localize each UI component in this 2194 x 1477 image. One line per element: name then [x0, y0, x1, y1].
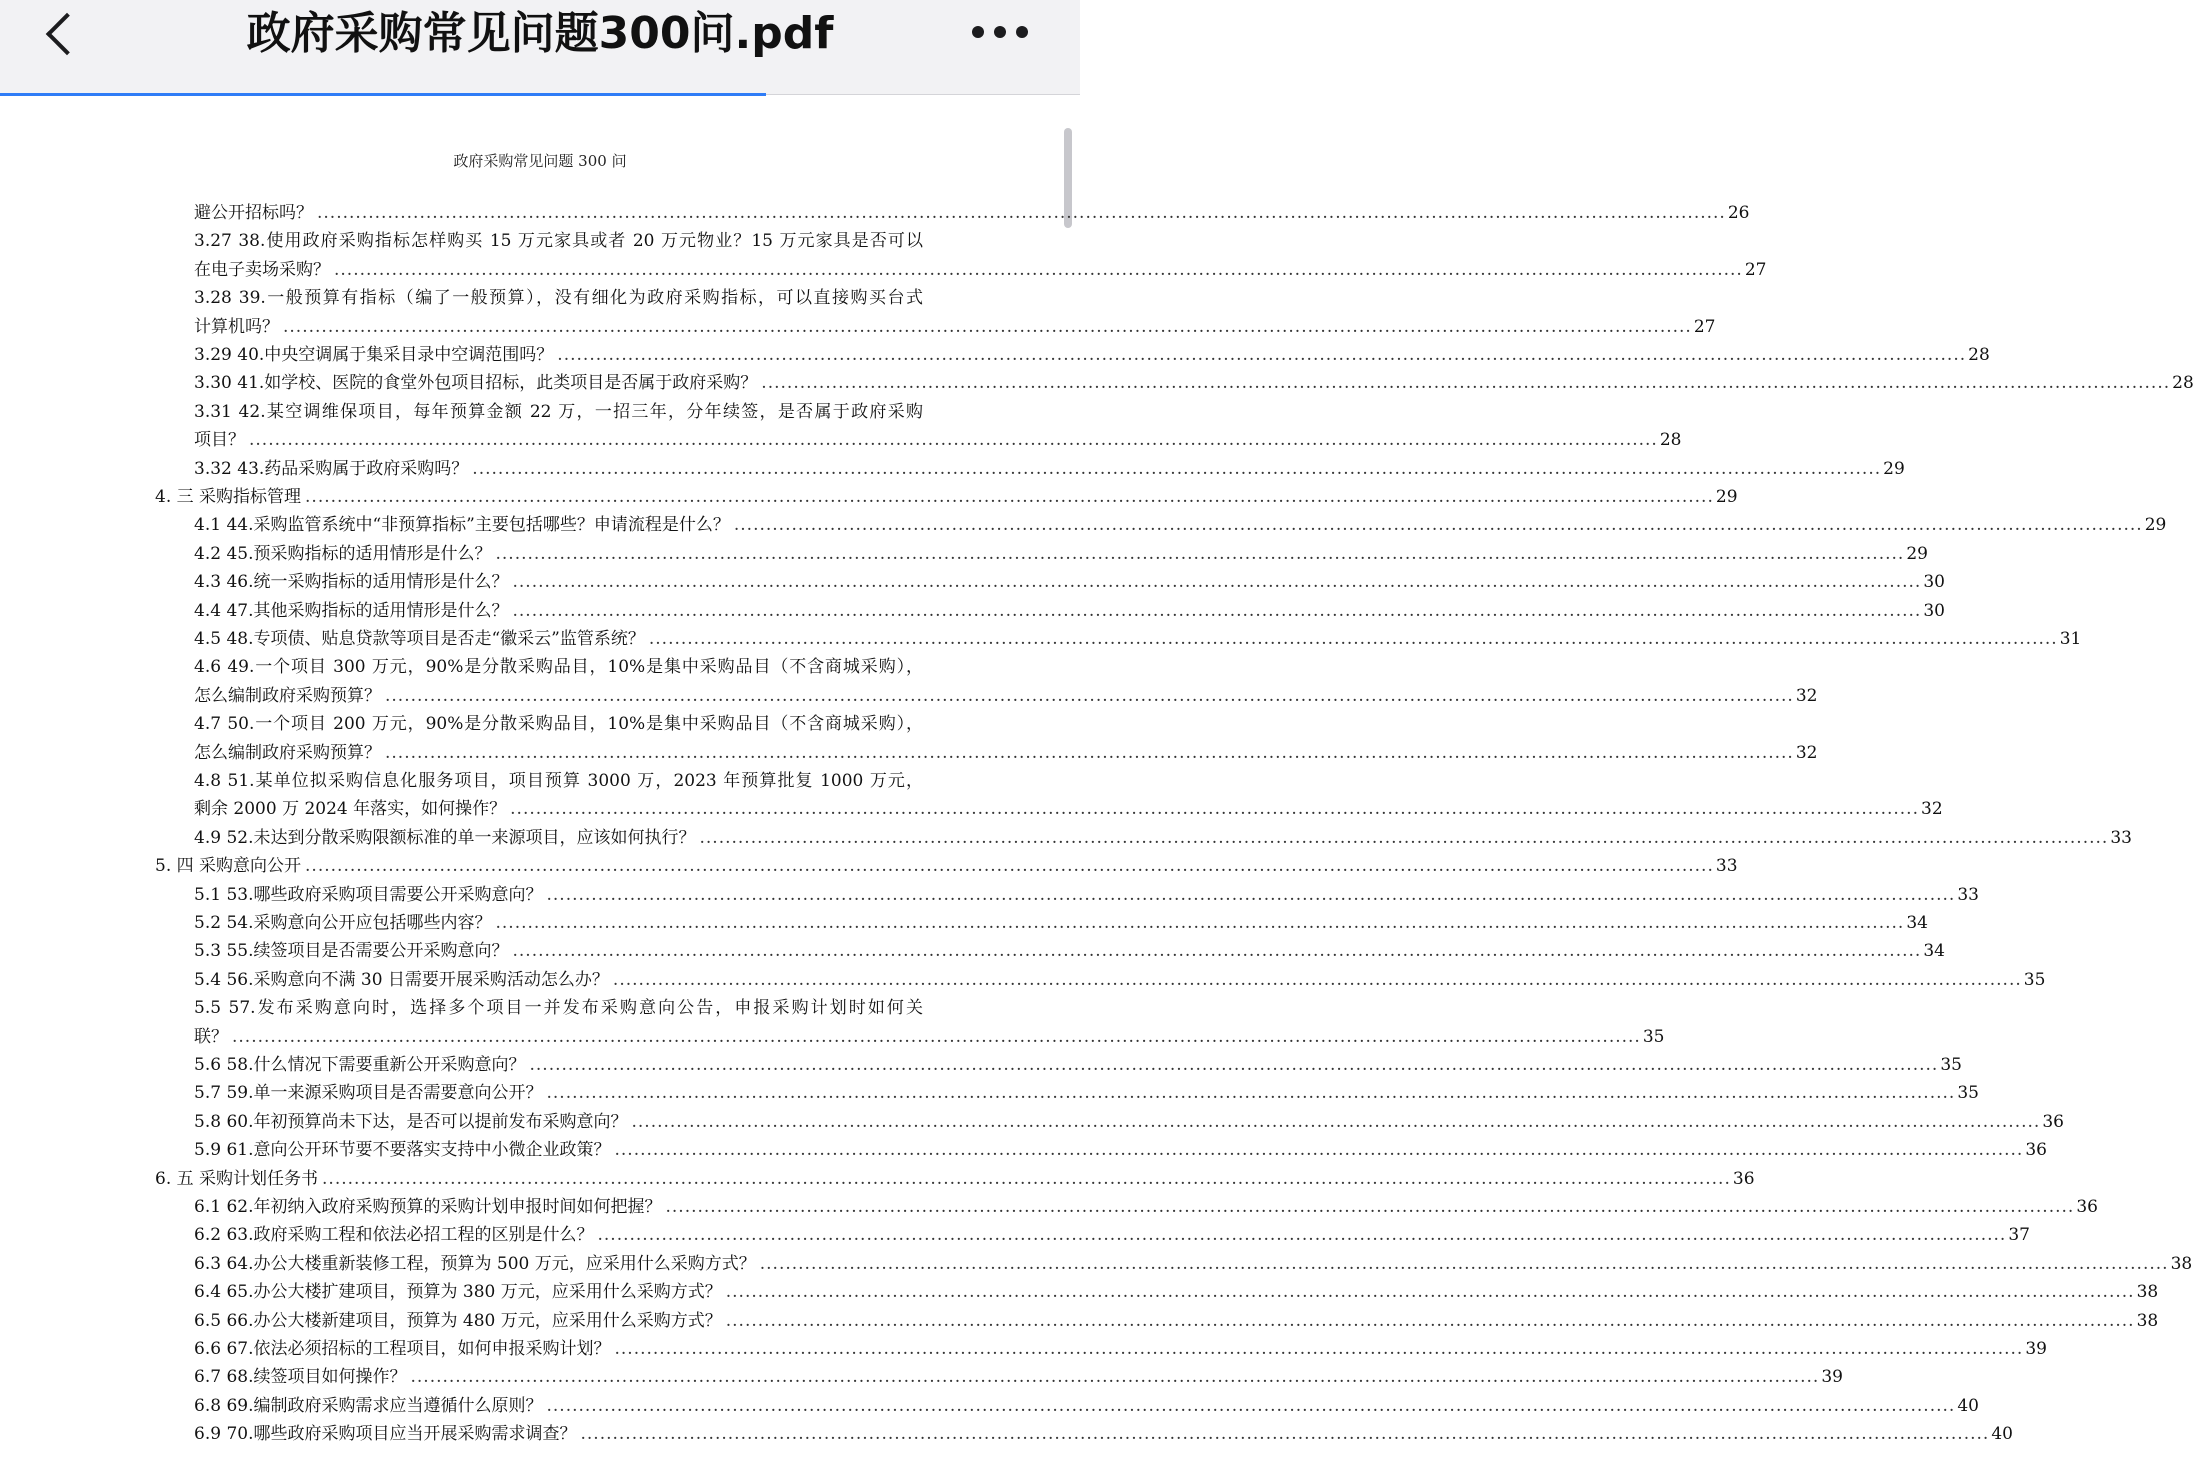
toc-entry[interactable]: [194, 398, 923, 426]
toc-page-number: 26: [1727, 203, 1750, 223]
toc-entry[interactable]: [194, 1136, 2047, 1164]
toc-dot-leader: ............................................................................................................................................................................................................................: [614, 1140, 2024, 1161]
toc-entry[interactable]: [194, 653, 923, 681]
toc-dot-leader: ............................................................................................................................................................................................................................: [546, 1083, 1956, 1104]
toc-entry-text: 5.8 60.年初预算尚未下达，是否可以提前发布采购意向？: [194, 1111, 628, 1132]
toc-entry[interactable]: [194, 625, 2082, 653]
toc-page-number: 33: [1957, 884, 1979, 905]
toc-entry[interactable]: [194, 426, 1682, 454]
toc-entry-text: 6.9 70.哪些政府采购项目应当开展采购需求调查？: [194, 1424, 577, 1445]
toc-page-number: 36: [2025, 1140, 2047, 1161]
toc-page-number: 36: [1732, 1168, 1755, 1189]
toc-dot-leader: ............................................................................................................................................................................................................................: [631, 1111, 2041, 1132]
toc-entry[interactable]: [194, 1335, 2047, 1363]
toc-entry[interactable]: [194, 256, 1767, 284]
toc-entry-text: 在电子卖场采购？: [194, 259, 330, 280]
toc-dot-leader: ............................................................................................................................................................................................................................: [232, 1026, 1641, 1047]
toc-page-number: 40: [1991, 1424, 2013, 1445]
toc-dot-leader: ............................................................................................................................................................................................................................: [317, 203, 1726, 223]
toc-entry-text: 3.27 38.使用政府采购指标怎样购买 15 万元家具或者 20 万元物业？15 万元家具是否可以: [194, 231, 923, 252]
toc-entry[interactable]: [194, 341, 1990, 369]
toc-page-number: 32: [1795, 742, 1818, 763]
toc-dot-leader: ............................................................................................................................................................................................................................: [557, 345, 1967, 365]
toc-entry[interactable]: [194, 1079, 1979, 1107]
top-nav-bar: [0, 0, 1080, 95]
toc-chapter-entry[interactable]: [155, 852, 1738, 880]
toc-page-number: 29: [1906, 543, 1928, 564]
toc-entry[interactable]: [194, 1250, 2193, 1278]
toc-entry[interactable]: [194, 199, 1750, 227]
toc-dot-leader: ............................................................................................................................................................................................................................: [761, 373, 2171, 394]
toc-entry[interactable]: [194, 511, 2167, 539]
toc-page-number: 35: [2023, 969, 2046, 990]
toc-entry-text: 6.6 67.依法必须招标的工程项目，如何申报采购计划？: [194, 1339, 611, 1359]
toc-entry[interactable]: [194, 881, 1979, 909]
toc-entry[interactable]: [194, 568, 1945, 596]
toc-entry-text: 5.6 58.什么情况下需要重新公开采购意向？: [194, 1055, 526, 1075]
toc-page-number: 34: [1923, 941, 1945, 962]
toc-dot-leader: ............................................................................................................................................................................................................................: [410, 1367, 1820, 1388]
toc-entry-text: 怎么编制政府采购预算？: [194, 685, 381, 706]
toc-entry[interactable]: [194, 1278, 2159, 1306]
toc-entry[interactable]: [194, 710, 923, 738]
toc-entry-text: 4.4 47.其他采购指标的适用情形是什么？: [194, 600, 509, 621]
toc-entry[interactable]: [194, 1051, 1962, 1079]
toc-entry[interactable]: [194, 994, 923, 1022]
toc-dot-leader: ............................................................................................................................................................................................................................: [725, 1282, 2135, 1303]
toc-entry[interactable]: [194, 1193, 2098, 1221]
toc-page-number: 32: [1921, 799, 1943, 820]
toc-entry[interactable]: [194, 824, 2132, 852]
toc-entry-text: 5.9 61.意向公开环节要不要落实支持中小微企业政策？: [194, 1140, 611, 1161]
toc-entry-text: 6. 五 采购计划任务书: [155, 1168, 319, 1189]
toc-entry-text: 4. 三 采购指标管理: [155, 487, 302, 507]
toc-entry[interactable]: [194, 597, 1945, 625]
toc-page-number: 37: [2008, 1225, 2030, 1246]
toc-entry-text: 3.28 39.一般预算有指标（编了一般预算），没有细化为政府采购指标，可以直接购买台式: [194, 288, 923, 309]
toc-entry-text: 4.8 51.某单位拟采购信息化服务项目，项目预算 3000 万，2023 年预算批复 1000 万元，: [194, 771, 923, 791]
toc-page-number: 28: [2172, 373, 2194, 394]
toc-page-number: 35: [1642, 1026, 1665, 1047]
toc-dot-leader: ............................................................................................................................................................................................................................: [546, 1395, 1956, 1416]
toc-entry-text: 6.5 66.办公大楼新建项目，预算为 480 万元，应采用什么采购方式？: [194, 1310, 722, 1331]
toc-page-number: 36: [2076, 1197, 2098, 1217]
toc-entry[interactable]: [194, 909, 1928, 937]
toc-dot-leader: ............................................................................................................................................................................................................................: [334, 259, 1743, 280]
toc-entry-text: 3.32 43.药品采购属于政府采购吗？: [194, 458, 469, 479]
toc-entry-text: 5.1 53.哪些政府采购项目需要公开采购意向？: [194, 884, 543, 905]
toc-entry-text: 3.30 41.如学校、医院的食堂外包项目招标，此类项目是否属于政府采购？: [194, 373, 758, 394]
toc-dot-leader: ............................................................................................................................................................................................................................: [580, 1424, 1990, 1445]
toc-entry-text: 6.8 69.编制政府采购需求应当遵循什么原则？: [194, 1395, 543, 1416]
toc-entry-text: 项目？: [194, 430, 245, 451]
toc-entry[interactable]: [194, 284, 923, 312]
toc-entry[interactable]: [194, 739, 1818, 767]
toc-dot-leader: ............................................................................................................................................................................................................................: [249, 430, 1658, 451]
toc-entry-text: 4.7 50.一个项目 200 万元，90%是分散采购品目，10%是集中采购品目（不含商城采购），: [194, 714, 923, 735]
toc-entry-text: 4.1 44.采购监管系统中“非预算指标”主要包括哪些？申请流程是什么？: [194, 515, 730, 536]
toc-page-number: 27: [1693, 316, 1716, 337]
toc-page-number: 33: [2110, 827, 2132, 848]
toc-entry-text: 5.7 59.单一来源采购项目是否需要意向公开？: [194, 1083, 543, 1104]
toc-dot-leader: ............................................................................................................................................................................................................................: [733, 515, 2143, 536]
toc-page-number: 38: [2170, 1253, 2193, 1274]
toc-page-number: 29: [2144, 515, 2167, 536]
toc-dot-leader: ............................................................................................................................................................................................................................: [385, 742, 1794, 763]
toc-dot-leader: ............................................................................................................................................................................................................................: [725, 1310, 2135, 1331]
toc-entry-text: 6.2 63.政府采购工程和依法必招工程的区别是什么？: [194, 1225, 594, 1246]
toc-chapter-entry[interactable]: [155, 483, 1738, 511]
toc-entry[interactable]: [194, 1221, 2030, 1249]
toc-page-number: 27: [1744, 259, 1767, 280]
toc-entry-text: 怎么编制政府采购预算？: [194, 742, 381, 763]
toc-entry[interactable]: [194, 937, 1945, 965]
toc-dot-leader: ............................................................................................................................................................................................................................: [305, 487, 1714, 507]
toc-dot-leader: ............................................................................................................................................................................................................................: [512, 600, 1922, 621]
toc-page-number: 30: [1923, 600, 1945, 621]
toc-dot-leader: ............................................................................................................................................................................................................................: [529, 1055, 1939, 1075]
toc-entry-text: 5.2 54.采购意向公开应包括哪些内容？: [194, 913, 492, 933]
toc-entry[interactable]: [194, 455, 1905, 483]
toc-dot-leader: ............................................................................................................................................................................................................................: [612, 969, 2022, 990]
toc-dot-leader: ............................................................................................................................................................................................................................: [512, 572, 1922, 593]
toc-dot-leader: ............................................................................................................................................................................................................................: [283, 316, 1692, 337]
toc-page-number: 35: [1957, 1083, 1979, 1104]
toc-entry-text: 5. 四 采购意向公开: [155, 856, 302, 877]
toc-page-number: 29: [1883, 458, 1905, 479]
toc-page-number: 34: [1906, 913, 1928, 933]
toc-dot-leader: ............................................................................................................................................................................................................................: [305, 856, 1714, 877]
toc-entry-text: 3.29 40.中央空调属于集采目录中空调范围吗？: [194, 345, 554, 365]
toc-entry[interactable]: [194, 682, 1818, 710]
toc-page-number: 39: [2025, 1339, 2047, 1359]
toc-entry[interactable]: [194, 966, 2046, 994]
page-header: 政府采购常见问题 300 问: [453, 152, 627, 170]
toc-dot-leader: ............................................................................................................................................................................................................................: [546, 884, 1956, 905]
toc-page-number: 35: [1940, 1055, 1962, 1075]
toc-entry-text: 联？: [194, 1026, 228, 1047]
toc-page-number: 30: [1923, 572, 1945, 593]
toc-dot-leader: ............................................................................................................................................................................................................................: [512, 941, 1922, 962]
toc-entry-text: 4.6 49.一个项目 300 万元，90%是分散采购品目，10%是集中采购品目（不含商城采购），: [194, 657, 923, 678]
toc-entry-text: 6.4 65.办公大楼扩建项目，预算为 380 万元，应采用什么采购方式？: [194, 1282, 722, 1303]
back-chevron-icon[interactable]: [40, 4, 90, 64]
toc-page-number: 31: [2059, 629, 2082, 649]
toc-page-number: 28: [1968, 345, 1990, 365]
more-options-icon[interactable]: [972, 26, 1032, 42]
toc-entry-text: 剩余 2000 万 2024 年落实，如何操作？: [194, 799, 507, 820]
toc-page-number: 33: [1715, 856, 1738, 877]
toc-entry[interactable]: [194, 540, 1928, 568]
toc-entry-text: 6.3 64.办公大楼重新装修工程，预算为 500 万元，应采用什么采购方式？: [194, 1253, 756, 1274]
toc-page-number: 29: [1715, 487, 1738, 507]
toc-entry[interactable]: [194, 1420, 2013, 1448]
toc-entry-text: 5.3 55.续签项目是否需要公开采购意向？: [194, 941, 509, 962]
toc-dot-leader: ............................................................................................................................................................................................................................: [759, 1253, 2169, 1274]
toc-entry[interactable]: [194, 1108, 2064, 1136]
toc-chapter-entry[interactable]: [155, 1165, 1755, 1193]
toc-entry[interactable]: [194, 313, 1716, 341]
toc-page-number: 39: [1821, 1367, 1843, 1388]
toc-dot-leader: ............................................................................................................................................................................................................................: [597, 1225, 2007, 1246]
toc-dot-leader: ............................................................................................................................................................................................................................: [510, 799, 1919, 820]
toc-entry-text: 3.31 42.某空调维保项目，每年预算金额 22 万，一招三年，分年续签，是否属于政府采购: [194, 401, 923, 422]
toc-page-number: 36: [2042, 1111, 2064, 1132]
toc-page-number: 40: [1957, 1395, 1979, 1416]
toc-entry-text: 5.5 57.发布采购意向时，选择多个项目一并发布采购意向公告，申报采购计划时如何关: [194, 998, 923, 1019]
toc-entry-text: 4.5 48.专项债、贴息贷款等项目是否走“徽采云”监管系统？: [194, 629, 645, 649]
toc-entry-text: 5.4 56.采购意向不满 30 日需要开展采购活动怎么办？: [194, 969, 609, 990]
toc-dot-leader: ............................................................................................................................................................................................................................: [495, 913, 1905, 933]
toc-page-number: 28: [1659, 430, 1682, 451]
toc-entry-text: 计算机吗？: [194, 316, 279, 337]
toc-entry-text: 4.3 46.统一采购指标的适用情形是什么？: [194, 572, 509, 593]
toc-entry[interactable]: [194, 1307, 2159, 1335]
toc-entry[interactable]: [194, 369, 2194, 397]
toc-dot-leader: ............................................................................................................................................................................................................................: [385, 685, 1794, 706]
toc-page-number: 38: [2136, 1310, 2159, 1331]
toc-dot-leader: ............................................................................................................................................................................................................................: [614, 1339, 2024, 1359]
toc-dot-leader: ............................................................................................................................................................................................................................: [665, 1197, 2075, 1217]
toc-entry[interactable]: [194, 767, 923, 795]
document-title: 政府采购常见问题300问.pdf: [246, 8, 834, 59]
toc-entry-text: 6.1 62.年初纳入政府采购预算的采购计划申报时间如何把握？: [194, 1197, 662, 1217]
toc-dot-leader: ............................................................................................................................................................................................................................: [648, 629, 2058, 649]
toc-dot-leader: ............................................................................................................................................................................................................................: [472, 458, 1882, 479]
toc-entry[interactable]: [194, 1023, 1665, 1051]
toc-dot-leader: ............................................................................................................................................................................................................................: [495, 543, 1905, 564]
toc-dot-leader: ............................................................................................................................................................................................................................: [699, 827, 2109, 848]
toc-entry[interactable]: [194, 1363, 1843, 1391]
toc-entry-text: 6.7 68.续签项目如何操作？: [194, 1367, 407, 1388]
toc-entry[interactable]: [194, 795, 1943, 823]
toc-entry[interactable]: [194, 227, 923, 255]
toc-entry-text: 4.9 52.未达到分散采购限额标准的单一来源项目，应该如何执行？: [194, 827, 696, 848]
toc-page-number: 38: [2136, 1282, 2159, 1303]
toc-entry-text: 4.2 45.预采购指标的适用情形是什么？: [194, 543, 492, 564]
toc-entry-text: 避公开招标吗？: [194, 203, 313, 223]
toc-dot-leader: ............................................................................................................................................................................................................................: [322, 1168, 1731, 1189]
toc-entry[interactable]: [194, 1392, 1979, 1420]
toc-page-number: 32: [1795, 685, 1818, 706]
